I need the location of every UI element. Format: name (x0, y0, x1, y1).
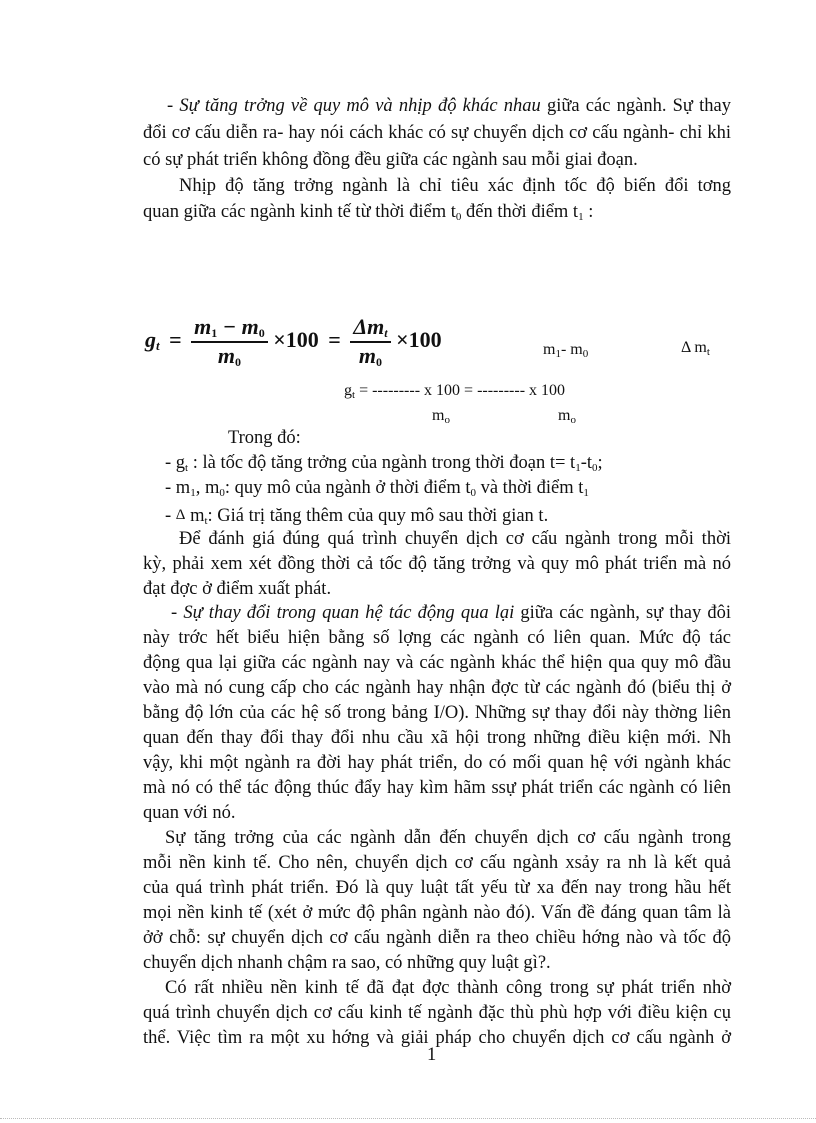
paragraph-1-line-1 (143, 94, 731, 118)
paragraph-4-line-2: này trớc hết biểu hiện bằng số lợng các ngành có liên quan. Mức độ tác (143, 628, 731, 648)
paragraph-4-line-4: vào mà nó cung cấp cho các ngành hay nhận đợc từ các ngành đó (biểu thị ở (143, 678, 731, 698)
paragraph-6-line-1: Có rất nhiều nền kinh tế đã đạt đợc thành công trong sự phát triển nhờ (165, 978, 731, 998)
paragraph-5-line-2: mỗi nền kinh tế. Cho nên, chuyển dịch cơ cấu ngành xsảy ra nh là kết quả (143, 853, 731, 873)
paragraph-1-line-2: đổi cơ cấu diễn ra- hay nói cách khác có sự chuyển dịch cơ cấu ngành- chỉ khi (143, 123, 731, 143)
where-title: Trong đó: (228, 428, 301, 448)
paragraph-4-line-6: quan đến thay đổi thay đổi nhu cầu xã hội trong những điều kiện mới. Nh (143, 728, 731, 748)
paragraph-4-line-8: mà nó có thể tác động thúc đẩy hay kìm hãm ssự phát triển các ngành có liên (143, 778, 731, 798)
growth-rate-formula: $g_t$ = $\frac{m_1 - m_0}{m_0}$ ×100 = $\frac{\Delta m_t}{m_0}$ ×100 (145, 314, 442, 369)
fraction-1: $\frac{m_1 - m_0}{m_0}$ (191, 314, 268, 370)
fraction-2: $\frac{\Delta m_t}{m_0}$ (350, 314, 390, 370)
paragraph-4-line-9: quan với nó. (143, 803, 236, 823)
paragraph-5-line-1: Sự tăng trởng của các ngành dẫn đến chuyển dịch cơ cấu ngành trong (165, 828, 731, 848)
dash: - (167, 96, 180, 116)
where-item-2: - $m_1$, $m_0$: quy mô của ngành ở thời điểm $t_0$ và thời điểm $t_1$ (165, 478, 589, 499)
paragraph-5-line-6: chuyển dịch nhanh chậm ra sao, có những quy luật gì?. (143, 953, 551, 973)
paragraph-4-line-7: vậy, khi một ngành ra đời hay phát triển, do có mối quan hệ với ngành khác (143, 753, 731, 773)
paragraph-3-line-3: đạt đợc ở điểm xuất phát. (143, 579, 332, 599)
italic-heading: Sự thay đổi trong quan hệ tác động qua lại (183, 603, 515, 623)
paragraph-3-line-1: Để đánh giá đúng quá trình chuyển dịch cơ cấu ngành trong mỗi thời (179, 529, 731, 549)
paragraph-5-line-4: mọi nền kinh tế (xét ở mức độ phân ngành nào đó). Vấn đề đáng quan tâm là (143, 903, 731, 923)
paragraph-6-line-3: thể. Việc tìm ra một xu hớng và giải pháp cho chuyển dịch cơ cấu ngành ở (143, 1028, 731, 1048)
text: giữa các ngành. Sự thay (540, 96, 731, 116)
where-item-3: - Δ $m_t$: Giá trị tăng thêm của quy mô sau thời gian t. (165, 506, 549, 527)
paragraph-6-line-2: quá trình chuyển dịch cơ cấu kinh tế ngành đặc thù phù hợp với điều kiện cụ (143, 1003, 731, 1023)
paragraph-2-line-1: Nhịp độ tăng trởng ngành là chỉ tiêu xác định tốc độ biến đổi tơng (179, 176, 731, 196)
italic-heading: Sự tăng trởng về quy mô và nhịp độ khác nhau (179, 96, 541, 116)
alt-formula-denominator-1: $m_o$ (432, 407, 450, 426)
paragraph-1-line-3: có sự phát triển không đồng đều giữa các ngành sau mỗi giai đoạn. (143, 150, 638, 170)
paragraph-5-line-3: của quá trình phát triển. Đó là quy luật tất yếu từ xa đến nay trong hầu hết (143, 878, 731, 898)
page-number: 1 (427, 1045, 437, 1065)
alt-formula-delta: Δ $m_t$ (681, 339, 710, 358)
alt-formula-denominator-2: $m_o$ (558, 407, 576, 426)
alt-formula-numerator: $m_1-$ $m_0$ (543, 341, 589, 360)
where-item-1: - $g_t$ : là tốc độ tăng trởng của ngành trong thời đoạn $t= t_1-t_0$; (165, 453, 603, 474)
paragraph-4-line-3: động qua lại giữa các ngành nay và các ngành khác thể hiện qua quy mô đầu (143, 653, 731, 673)
paragraph-4-line-5: bằng độ lớn của các hệ số trong bảng I/O). Những sự thay đổi này thờng liên (143, 703, 731, 723)
paragraph-3-line-2: kỳ, phải xem xét đồng thời cả tốc độ tăng trởng và quy mô phát triển mà nó (143, 554, 731, 574)
page-bottom-border (0, 1118, 816, 1119)
paragraph-5-line-5: ởở chỗ: sự chuyển dịch cơ cấu ngành diễn ra theo chiều hớng nào và tốc độ (143, 928, 731, 948)
paragraph-2-line-2: quan giữa các ngành kinh tế từ thời điểm $t_0$ đến thời điểm $t_1$ : (143, 202, 594, 223)
alt-formula-main: $g_t$ = --------- x 100 = --------- x 100 (344, 382, 566, 401)
paragraph-4-line-1: - Sự thay đổi trong quan hệ tác động qua lại giữa các ngành, sự thay đôi (171, 603, 731, 623)
